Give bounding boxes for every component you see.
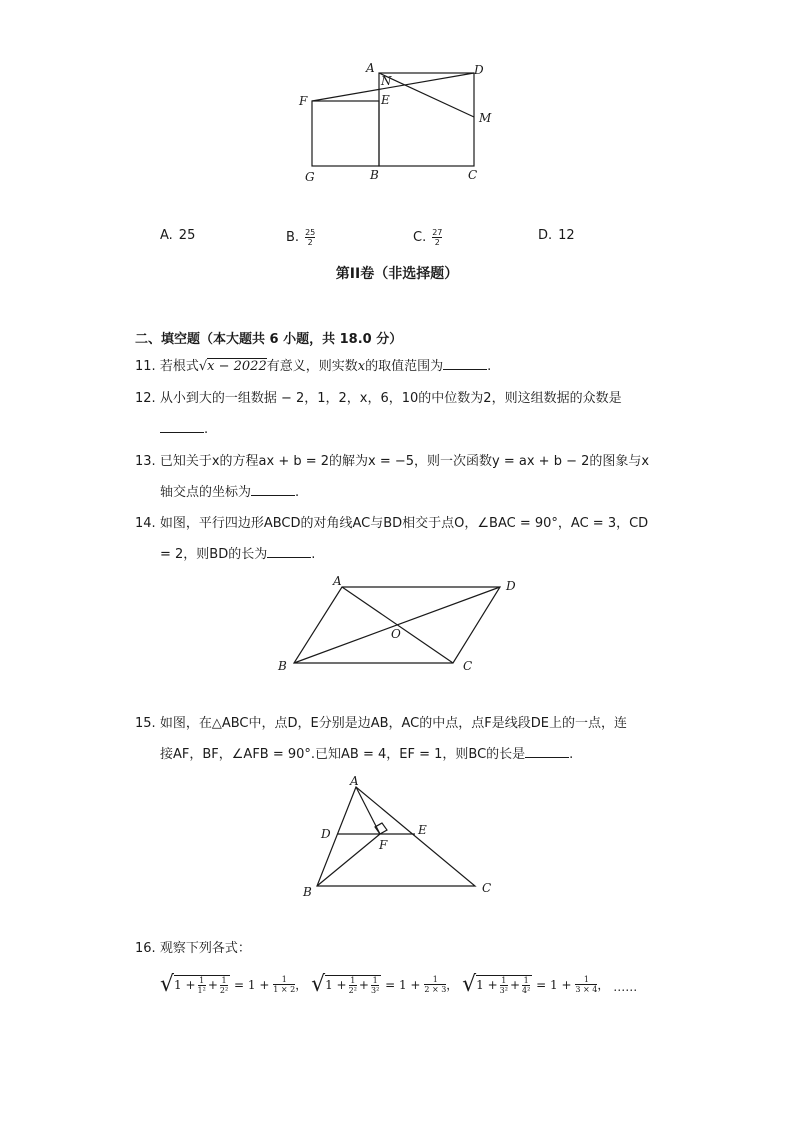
sqrt-sign: √ [198,359,208,374]
label-b: B [370,168,379,182]
label-c: C [468,168,478,182]
question-15-line2: 接AF，BF，∠AFB = 90°.已知AB = 4，EF = 1，则BC的长是 . [160,747,574,762]
choice-c[interactable]: C. $\frac{27}{2}$ [413,228,443,247]
question-14: 14. 如图，平行四边形ABCD的对角线AC与BD相交于点O，∠BAC = 90°，AC = 3，CD [135,516,649,531]
choice-a[interactable]: A. 25 [160,228,196,243]
figure-q14 [270,570,530,680]
question-12-line2: . [160,420,208,440]
segment-am [379,73,474,117]
label-e: E [381,93,390,107]
diagonal-bd [294,587,500,663]
answer-blank[interactable] [267,545,311,558]
label-a: A [366,61,375,75]
ellipsis: …… [613,980,638,994]
answer-blank[interactable] [443,357,487,370]
fraction: $\frac{27}{2}$ [432,228,443,247]
question-12: 12. 从小到大的一组数据 − 2，1，2，x，6，10的中位数为2，则这组数据的众数是 [135,391,622,406]
triangle-abc [317,787,475,886]
figure-q15 [295,775,505,900]
choice-d[interactable]: D. 12 [538,228,575,243]
section-title: 第II卷（非选择题） [335,266,459,282]
segment-bf [317,834,380,886]
question-11: 11. 若根式√x − 2022有意义，则实数x的取值范围为 . [135,359,492,374]
formula-2: √ 1 + $\frac{1}{\text{2²}}$ + $\frac{1}{\text{3²}}$ = 1 + $\frac{1}{2 \times 3}$ ， [311,972,459,997]
part-heading: 二、填空题（本大题共 6 小题，共 18.0 分） [135,332,403,347]
answer-blank[interactable] [525,745,569,758]
label-g: G [305,170,315,184]
label-f: F [379,838,388,852]
label-c: C [463,659,473,673]
question-13: 13. 已知关于x的方程ax + b = 2的解为x = −5，则一次函数y = ax + b − 2的图象与x [135,454,650,469]
answer-blank[interactable] [160,420,204,433]
label-c: C [482,881,492,895]
label-n: N [381,74,392,88]
label-e: E [418,823,427,837]
question-13-line2: 轴交点的坐标为 . [160,485,300,500]
label-o: O [391,627,401,641]
label-d: D [474,63,484,77]
label-b: B [303,885,312,899]
question-14-line2: = 2，则BD的长为 . [160,547,316,562]
segment-fd [312,73,474,101]
label-d: D [506,579,516,593]
q16-formula-row [160,972,637,997]
label-a: A [350,775,359,788]
label-d: D [321,827,331,841]
choice-b[interactable]: B. $\frac{25}{2}$ [286,228,316,247]
segment-af [356,787,380,834]
fraction: $\frac{25}{2}$ [305,228,316,247]
label-b: B [278,659,287,673]
formula-1: √ 1 + $\frac{1}{\text{1²}}$ + $\frac{1}{\text{2²}}$ = 1 + $\frac{1}{1 \times 2}$ ， [160,972,308,997]
question-15: 15. 如图，在△ABC中，点D，E分别是边AB，AC的中点，点F是线段DE上的一点，连 [135,716,627,731]
label-m: M [479,111,492,125]
question-16: 16. 观察下列各式： [135,941,251,956]
right-angle-mark [375,823,387,834]
formula-3: √ 1 + $\frac{1}{\text{3²}}$ + $\frac{1}{\text{4²}}$ = 1 + $\frac{1}{3 \times 4}$ ， [462,972,610,997]
answer-blank[interactable] [251,483,295,496]
label-a: A [333,574,342,588]
figure-q10 [290,55,510,190]
square-fgbe [312,101,379,166]
label-f: F [299,94,308,108]
